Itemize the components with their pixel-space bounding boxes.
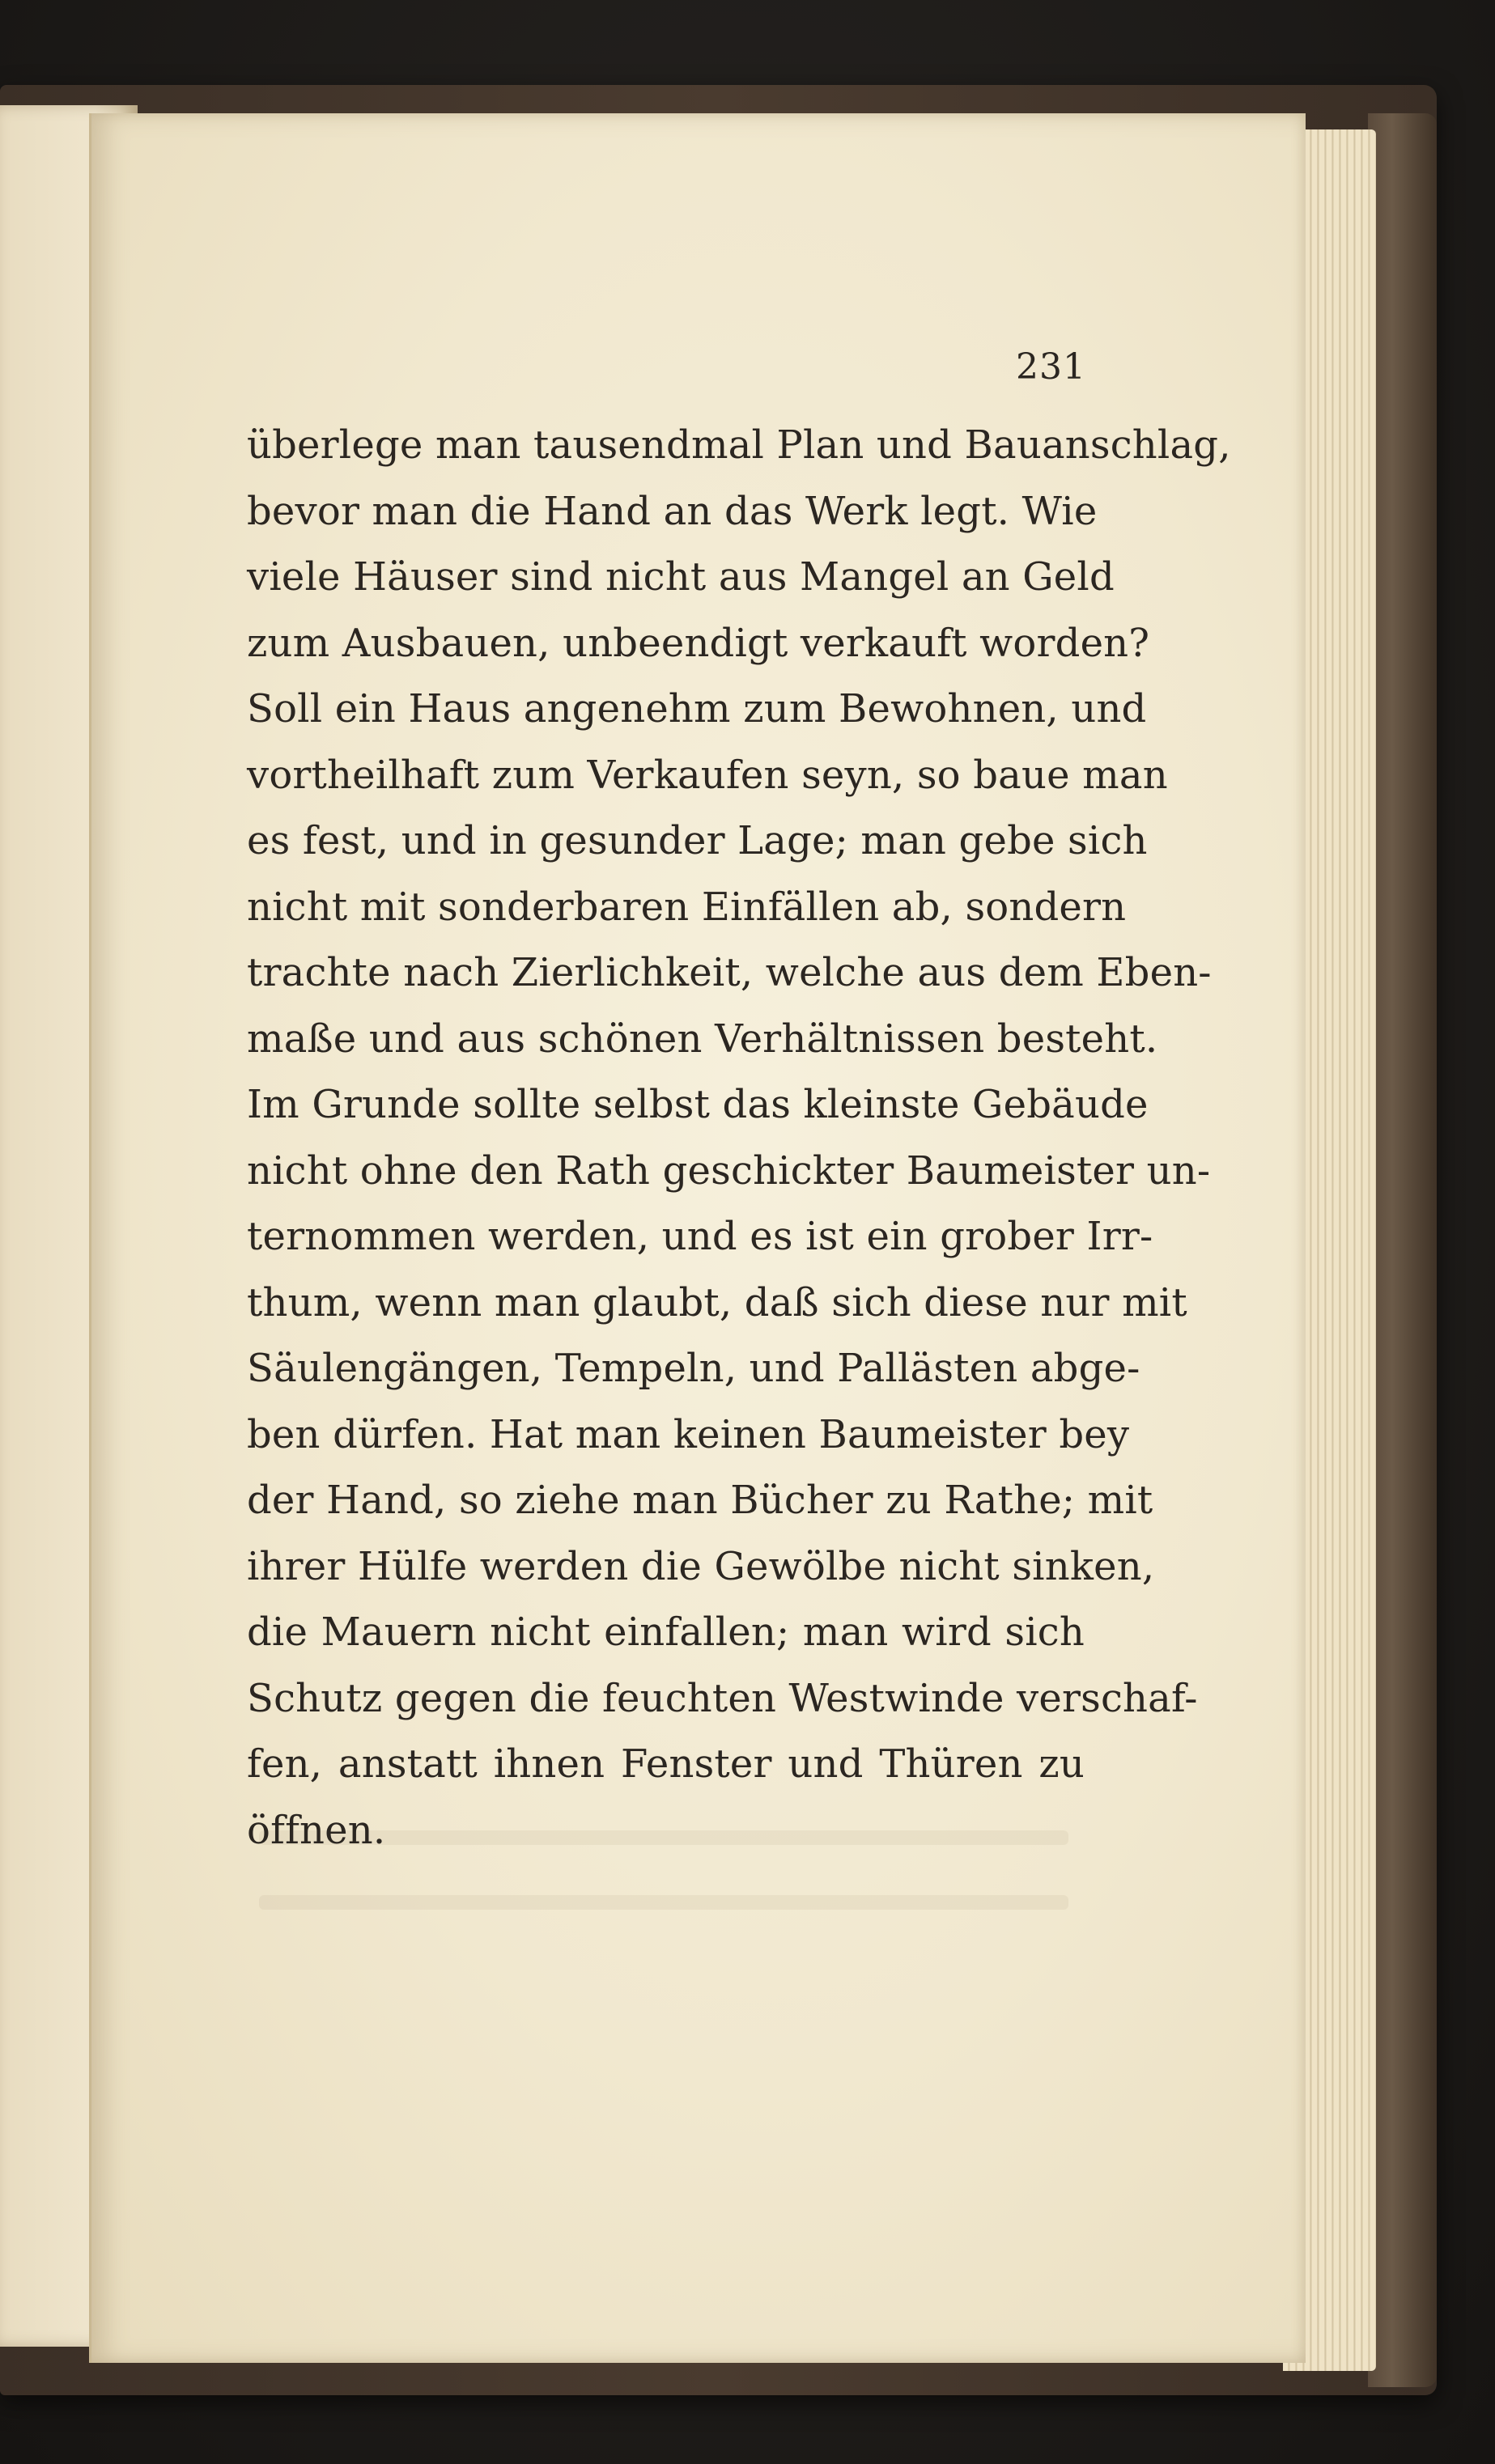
text-line: nicht mit sonderbaren Einfällen ab, sondern <box>247 884 1127 930</box>
text-line: die Mauern nicht einfallen; man wird sich <box>247 1609 1085 1655</box>
text-line: fen, anstatt ihnen Fenster und Thüren zu <box>247 1741 1085 1787</box>
text-line: nicht ohne den Rath geschickter Baumeister un- <box>247 1147 1211 1194</box>
text-line: trachte nach Zierlichkeit, welche aus dem Eben- <box>247 950 1212 995</box>
book-spine-edge <box>1368 113 1437 2387</box>
text-line: ben dürfen. Hat man keinen Baumeister bey <box>247 1411 1130 1457</box>
text-line: zum Ausbauen, unbeendigt verkauft worden? <box>247 620 1150 666</box>
text-line: Soll ein Haus angenehm zum Bewohnen, und <box>247 686 1147 732</box>
show-through-mark <box>259 1895 1068 1910</box>
text-line: ihrer Hülfe werden die Gewölbe nicht sinken, <box>247 1543 1155 1589</box>
text-line: öffnen. <box>247 1807 386 1853</box>
text-line: Im Grunde sollte selbst das kleinste Gebäude <box>247 1082 1149 1127</box>
text-line: thum, wenn man glaubt, daß sich diese nur mit <box>247 1279 1187 1325</box>
text-line: überlege man tausendmal Plan und Bauanschlag, <box>247 422 1231 468</box>
text-line: bevor man die Hand an das Werk legt. Wie <box>247 488 1098 534</box>
text-line: maße und aus schönen Verhältnissen besteht. <box>247 1016 1158 1062</box>
text-line: es fest, und in gesunder Lage; man gebe sich <box>247 818 1148 863</box>
text-line: der Hand, so ziehe man Bücher zu Rathe; mit <box>247 1478 1153 1523</box>
text-line: Schutz gegen die feuchten Westwinde verschaf- <box>247 1675 1198 1721</box>
page-number: 231 <box>1016 346 1086 388</box>
body-text <box>247 413 1231 1864</box>
text-line: Säulengängen, Tempeln, und Pallästen abge- <box>247 1346 1140 1391</box>
text-line: viele Häuser sind nicht aus Mangel an Geld <box>247 554 1115 600</box>
text-line: ternommen werden, und es ist ein grober Irr- <box>247 1214 1153 1259</box>
text-line: vortheilhaft zum Verkaufen seyn, so baue man <box>247 752 1168 798</box>
